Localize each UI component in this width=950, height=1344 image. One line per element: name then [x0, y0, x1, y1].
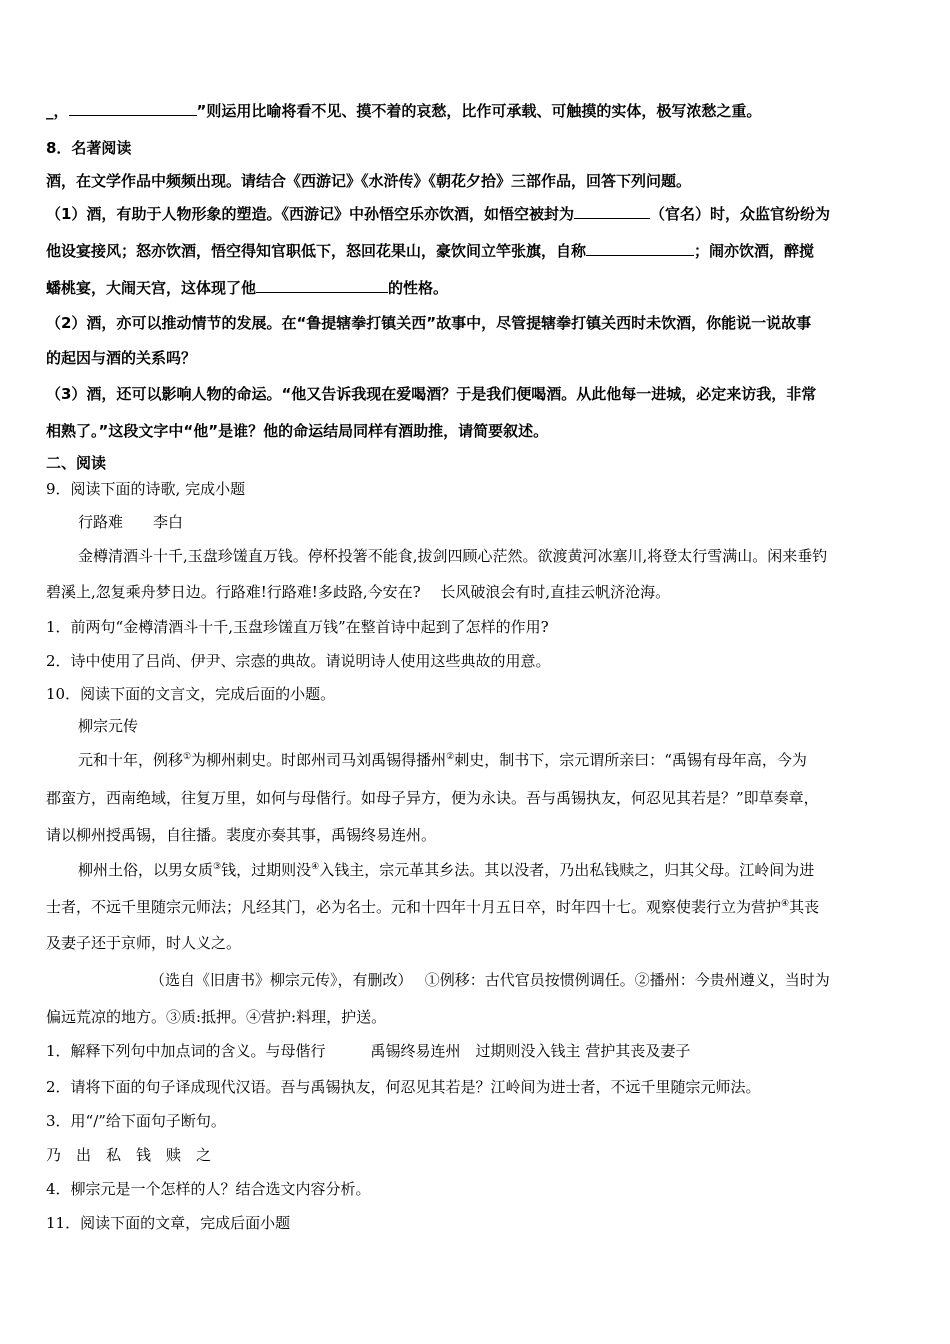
q9-item2: 2．诗中使用了吕尚、伊尹、宗悫的典故。请说明诗人使用这些典故的用意。	[46, 652, 551, 670]
classical-p1-line3: 请以柳州授禹锡，自往播。裴度亦奏其事，禹锡终易连州。	[46, 826, 437, 844]
footnote-marker: ④	[311, 862, 320, 872]
classical-text-title: 柳宗元传	[78, 717, 139, 735]
q8-sub1-line3: 蟠桃宴，大闹天宫，这体现了他 的性格。	[46, 279, 449, 297]
classical-p1-line1: 元和十年，例移①为柳州刺史。时郎州司马刘禹锡得播州②刺史，制书下，宗元谓所亲曰：“禹锡有母年高，今为	[78, 751, 807, 769]
q8-intro: 酒，在文学作品中频频出现。请结合《西游记》《水浒传》《朝花夕拾》三部作品，回答下列问题。	[46, 172, 692, 190]
classical-p2-line2: 士者，不远千里随宗元师法；凡经其门，必为名士。元和十四年十月五日卒，时年四十七。观察使裴行立为营护④其丧	[46, 898, 820, 916]
q10-item1: 1．解释下列句中加点词的含义。与母偕行 禹锡终易连州 过期则没入钱主 营护其丧及妻子	[46, 1042, 691, 1060]
q10-item4: 4．柳宗元是一个怎样的人？结合选文内容分析。	[46, 1180, 371, 1198]
q9-title: 9．阅读下面的诗歌, 完成小题	[46, 480, 246, 498]
section-2-heading: 二、阅读	[46, 454, 107, 472]
q10-item2: 2．请将下面的句子译成现代汉语。吾与禹锡执友，何忍见其若是？江岭间为进士者，不远千里随宗元师法。	[46, 1078, 761, 1096]
q10-title: 10．阅读下面的文言文，完成后面的小题。	[46, 685, 336, 703]
poem-heading	[78, 512, 183, 532]
q8-sub2-line1: （2）酒，亦可以推动情节的发展。在“鲁提辖拳打镇关西”故事中，尽管提辖拳打镇关西时未饮酒，你能说一说故事	[46, 314, 812, 332]
q10-item3-sentence: 乃 出 私 钱 赎 之	[46, 1146, 212, 1164]
answer-blank	[574, 204, 650, 219]
answer-blank	[69, 101, 197, 116]
source-and-notes-line2: 偏远荒凉的地方。③质:抵押。④营护:料理，护送。	[46, 1008, 387, 1026]
q8-sub1-line1: （1）酒，有助于人物形象的塑造。《西游记》中孙悟空乐亦饮酒，如悟空被封为 （官名）时，众监官纷纷为	[46, 205, 830, 223]
answer-blank	[256, 278, 388, 293]
source-and-notes-line1: （选自《旧唐书》柳宗元传》，有删改） ①例移：古代官员按惯例调任。②播州：今贵州遵义，当时为	[150, 971, 830, 989]
q8-sub3-line1: （3）酒，还可以影响人物的命运。“他又告诉我现在爱喝酒？于是我们便喝酒。从此他每一进城，必定来访我，非常	[46, 385, 817, 403]
q8-sub3-line2: 相熟了。”这段文字中“他”是谁？他的命运结局同样有酒助推，请简要叙述。	[46, 422, 549, 440]
classical-p2-line1: 柳州土俗，以男女质③钱，过期则没④入钱主，宗元革其乡法。其以没者，乃出私钱赎之，归其父母。江岭间为进	[78, 861, 815, 879]
q8-sub2-line2: 的起因与酒的关系吗？	[46, 349, 197, 367]
footnote-marker: ①	[183, 752, 192, 762]
q8-title: 8．名著阅读	[46, 139, 132, 157]
footnote-marker: ②	[446, 752, 455, 762]
q11-title: 11．阅读下面的文章，完成后面小题	[46, 1214, 291, 1232]
q10-item3: 3．用“/”给下面句子断句。	[46, 1112, 226, 1130]
answer-line-continuation: _， ”则运用比喻将看不见、摸不着的哀愁，比作可承载、可触摸的实体，极写浓愁之重。	[46, 102, 762, 120]
footnote-marker: ③	[213, 862, 222, 872]
footnote-marker: ④	[781, 899, 790, 909]
q8-sub1-line2: 他设宴接风；怒亦饮酒，悟空得知官职低下，怒回花果山，豪饮间立竿张旗，自称 ；闹亦饮酒，醉搅	[46, 242, 815, 260]
poem-author: 李白	[153, 513, 184, 531]
classical-p2-line3: 及妻子还于京师，时人义之。	[46, 934, 242, 952]
q9-item1: 1．前两句“金樽清酒斗十千,玉盘珍馐直万钱”在整首诗中起到了怎样的作用?	[46, 618, 549, 636]
poem-line1: 金樽清酒斗十千,玉盘珍馐直万钱。停杯投箸不能食,拔剑四顾心茫然。欲渡黄河冰塞川,将登太行雪满山。闲来垂钓	[78, 547, 828, 565]
classical-p1-line2: 郡蛮方，西南绝域，往复万里，如何与母偕行。如母子异方，便为永诀。吾与禹锡执友，何忍见其若是？”即草奏章，	[46, 789, 819, 807]
poem-title: 行路难	[78, 513, 124, 531]
answer-blank	[586, 241, 694, 256]
poem-line2: 碧溪上,忽复乘舟梦日边。行路难!行路难!多歧路,今安在? 长风破浪会有时,直挂云帆济沧海。	[46, 583, 671, 601]
